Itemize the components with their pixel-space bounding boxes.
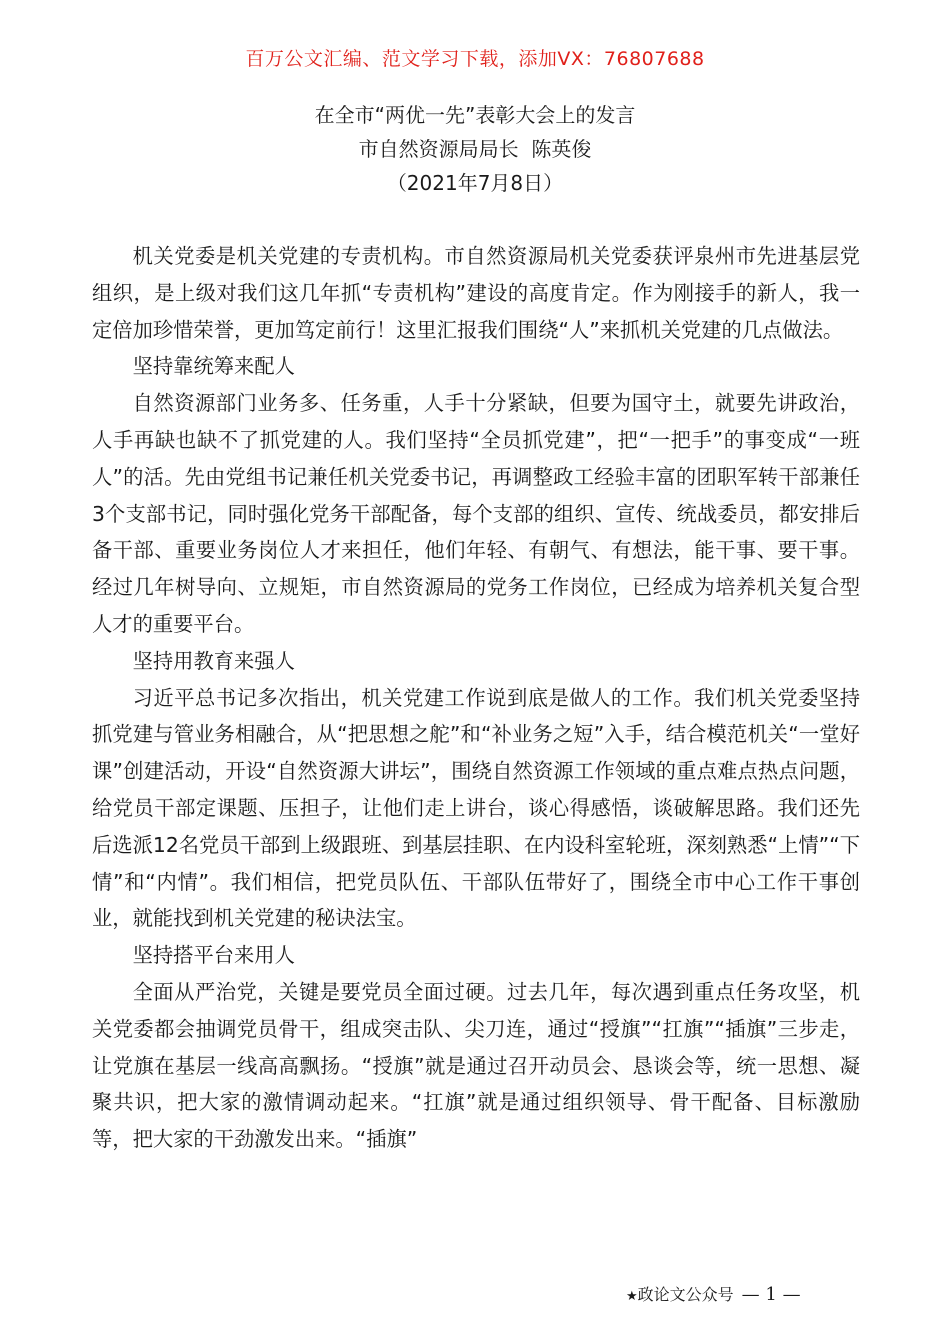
paragraph-section-3: 全面从严治党，关键是要党员全面过硬。过去几年，每次遇到重点任务攻坚，机关党委都会抽调党员骨干，组成突击队、尖刀连，通过“授旗”“扛旗”“插旗”三步走，让党旗在基层一线高高飘扬。“授旗”就是通过召开动员会、恳谈会等，统一思想、凝聚共识，把大家的激情调动起来。“扛旗”就是通过组织领导、骨干配备、目标激励等，把大家的干劲激发出来。“插旗” (92, 979, 860, 1152)
title-block (0, 98, 950, 200)
section-heading-2: 坚持用教育来强人 (132, 648, 295, 673)
paragraph-intro: 机关党委是机关党建的专责机构。市自然资源局机关党委获评泉州市先进基层党组织，是上级对我们这几年抓“专责机构”建设的高度肯定。作为刚接手的新人，我一定倍加珍惜荣誉，更加笃定前行！这里汇报我们围绕“人”来抓机关党建的几点做法。 (92, 244, 860, 342)
page-number: — 1 — (741, 1284, 801, 1305)
star-icon: ★ (626, 1289, 638, 1304)
paragraph-section-2: 习近平总书记多次指出，机关党建工作说到底是做人的工作。我们机关党委坚持抓党建与管业务相融合，从“把思想之舵”和“补业务之短”入手，结合模范机关“一堂好课”创建活动，开设“自然资源大讲坛”，围绕自然资源工作领域的重点难点热点问题，给党员干部定课题、压担子，让他们走上讲台，谈心得感悟，谈破解思路。我们还先后选派12名党员干部到上级跟班、到基层挂职、在内设科室轮班，深刻熟悉“上情”“下情”和“内情”。我们相信，把党员队伍、干部队伍带好了，围绕全市中心工作干事创业，就能找到机关党建的秘诀法宝。 (92, 685, 860, 931)
footer-source: 政论文公众号 (637, 1285, 734, 1304)
speech-title: 在全市“两优一先”表彰大会上的发言 (314, 103, 636, 127)
speaker-line: 市自然资源局局长 陈英俊 (358, 137, 592, 161)
speech-date: （2021年7月8日） (386, 171, 564, 195)
page-footer (626, 1282, 866, 1310)
header-banner: 百万公文汇编、范文学习下载，添加VX：76807688 (245, 48, 705, 70)
section-heading-1: 坚持靠统筹来配人 (132, 354, 295, 379)
paragraph-section-1: 自然资源部门业务多、任务重，人手十分紧缺，但要为国守土，就要先讲政治，人手再缺也缺不了抓党建的人。我们坚持“全员抓党建”，把“一把手”的事变成“一班人”的活。先由党组书记兼任机关党委书记，再调整政工经验丰富的团职军转干部兼任3个支部书记，同时强化党务干部配备，每个支部的组织、宣传、统战委员，都安排后备干部、重要业务岗位人才来担任，他们年轻、有朝气、有想法，能干事、要干事。经过几年树导向、立规矩，市自然资源局的党务工作岗位，已经成为培养机关复合型人才的重要平台。 (92, 391, 860, 636)
section-heading-3: 坚持搭平台来用人 (132, 943, 295, 968)
body-text (92, 238, 860, 1158)
